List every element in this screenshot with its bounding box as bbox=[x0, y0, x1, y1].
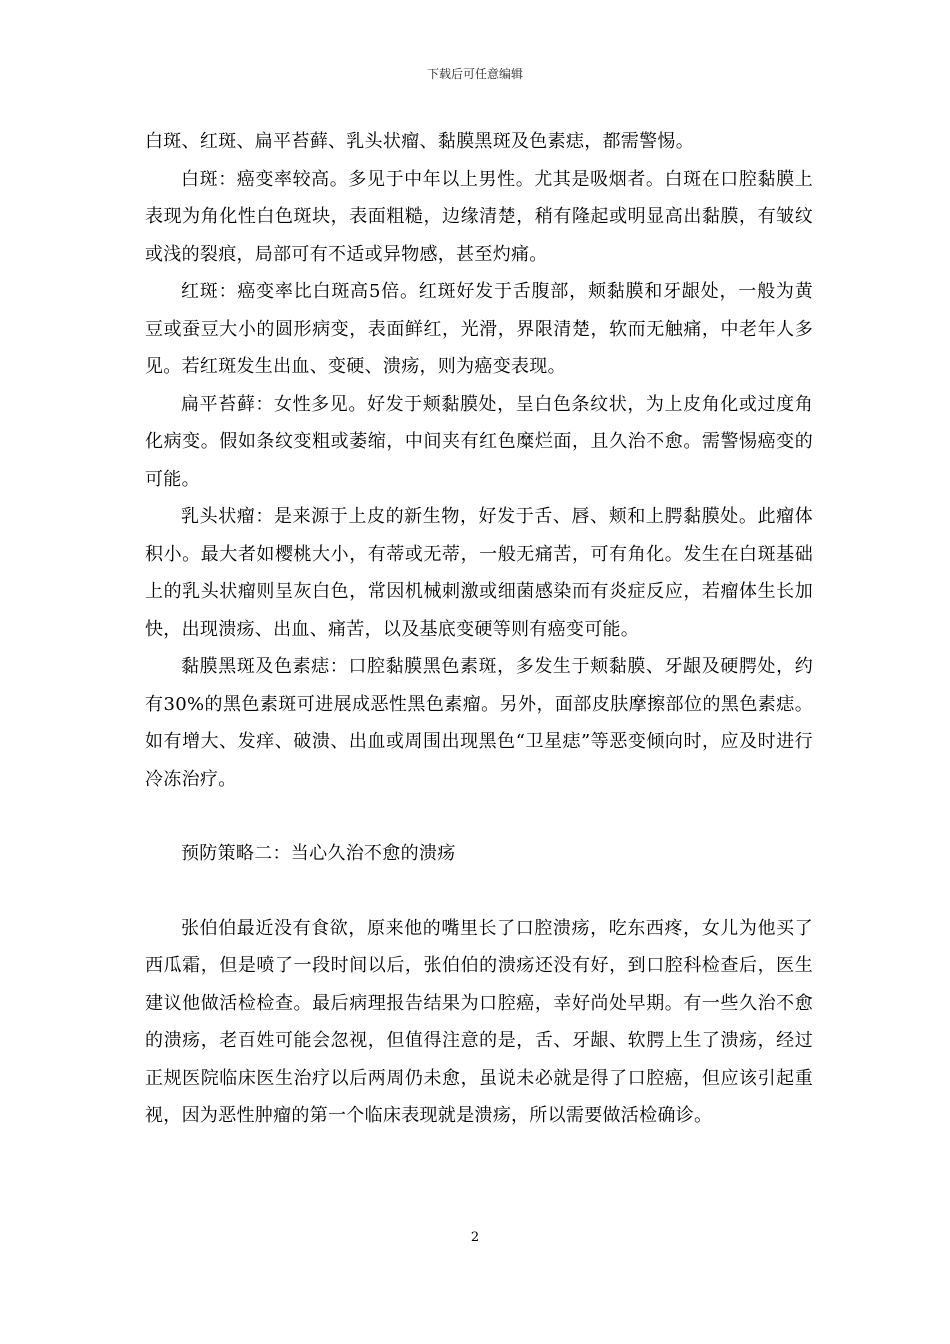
paragraph-melanotic-macule: 黏膜黑斑及色素痣：口腔黏膜黑色素斑，多发生于颊黏膜、牙龈及硬腭处，约有30%的黑色素斑可进展成恶性黑色素瘤。另外，面部皮肤摩擦部位的黑色素痣。如有增大、发痒、破溃、出血或周围出现黑色“卫星痣”等恶变倾向时，应及时进行冷冻治疗。 bbox=[145, 656, 813, 790]
section-heading: 预防策略二：当心久治不愈的溃疡 bbox=[181, 843, 456, 864]
paragraph-intro: 白斑、红斑、扁平苔藓、乳头状瘤、黏膜黑斑及色素痣，都需警惕。 bbox=[145, 131, 694, 152]
paragraph-erythroplakia: 红斑：癌变率比白斑高5倍。红斑好发于舌腹部，颊黏膜和牙龈处，一般为黄豆或蚕豆大小的圆形病变，表面鲜红，光滑，界限清楚，软而无触痛，中老年人多见。若红斑发生出血、变硬、溃疡，则为癌变表现。 bbox=[145, 281, 813, 377]
paragraph-ulcer-case: 张伯伯最近没有食欲，原来他的嘴里长了口腔溃疡，吃东西疼，女儿为他买了西瓜霜，但是喷了一段时间以后，张伯伯的溃疡还没有好，到口腔科检查后，医生建议他做活检检查。最后病理报告结果为口腔癌，幸好尚处早期。有一些久治不愈的溃疡，老百姓可能会忽视，但值得注意的是，舌、牙龈、软腭上生了溃疡，经过正规医院临床医生治疗以后两周仍未愈，虽说未必就是得了口腔癌，但应该引起重视，因为恶性肿瘤的第一个临床表现就是溃疡，所以需要做活检确诊。 bbox=[145, 917, 813, 1126]
paragraph-leukoplakia: 白斑：癌变率较高。多见于中年以上男性。尤其是吸烟者。白斑在口腔黏膜上表现为角化性白色斑块，表面粗糙，边缘清楚，稍有隆起或明显高出黏膜，有皱纹或浅的裂痕，局部可有不适或异物感，甚至灼痛。 bbox=[145, 168, 813, 265]
document-body bbox=[145, 123, 813, 1135]
paragraph-papilloma: 乳头状瘤：是来源于上皮的新生物，好发于舌、唇、颊和上腭黏膜处。此瘤体积小。最大者如樱桃大小，有蒂或无蒂，一般无痛苦，可有角化。发生在白斑基础上的乳头状瘤则呈灰白色，常因机械刺激或细菌感染而有炎症反应，若瘤体生长加快，出现溃疡、出血、痛苦，以及基底变硬等则有癌变可能。 bbox=[145, 506, 813, 640]
page-number: 2 bbox=[470, 1230, 480, 1245]
spacer bbox=[145, 798, 813, 835]
page-header: 下载后可任意编辑 bbox=[426, 67, 523, 81]
spacer bbox=[145, 873, 813, 910]
paragraph-lichen-planus: 扁平苔藓：女性多见。好发于颊黏膜处，呈白色条纹状，为上皮角化或过度角化病变。假如条纹变粗或萎缩，中间夹有红色糜烂面，且久治不愈。需警惕癌变的可能。 bbox=[145, 393, 813, 490]
